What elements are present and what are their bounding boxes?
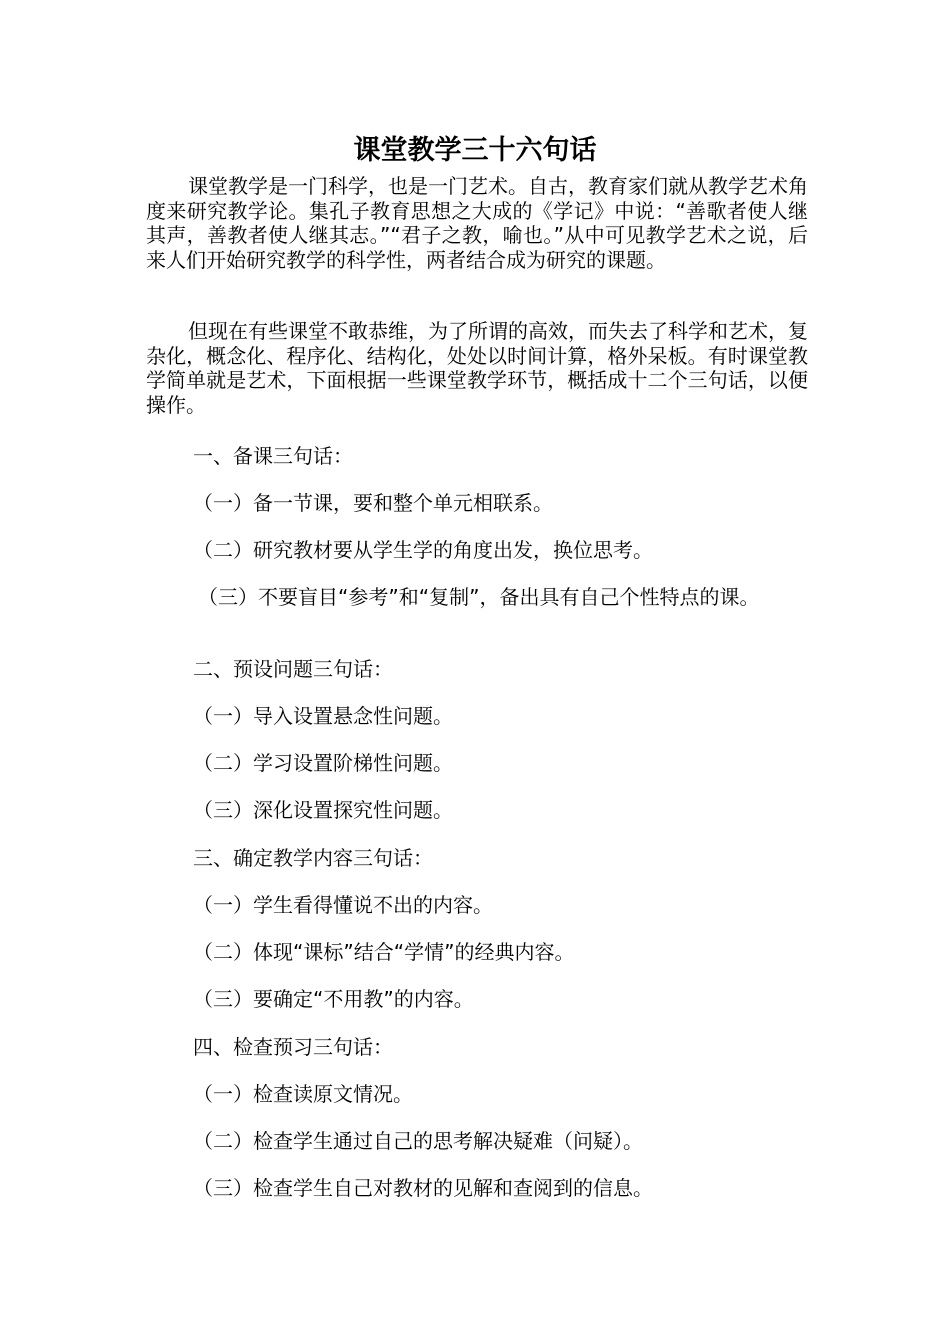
list-item: （一）检查读原文情况。 <box>193 1082 413 1106</box>
list-item: （二）检查学生通过自己的思考解决疑难（问疑）。 <box>193 1129 643 1153</box>
list-item: （三）深化设置探究性问题。 <box>193 798 453 822</box>
list-item: （二）学习设置阶梯性问题。 <box>193 751 453 775</box>
list-item: （三）要确定“不用教”的内容。 <box>193 987 474 1011</box>
list-item: （二）研究教材要从学生学的角度出发，换位思考。 <box>193 538 653 562</box>
list-item: （一）备一节课，要和整个单元相联系。 <box>193 491 553 515</box>
section-heading: 三、确定教学内容三句话： <box>193 846 433 870</box>
section-heading: 一、备课三句话： <box>193 444 353 468</box>
list-item: （一）学生看得懂说不出的内容。 <box>193 893 493 917</box>
context-paragraph: 但现在有些课堂不敢恭维，为了所谓的高效，而失去了科学和艺术，复杂化，概念化、程序化、结构化，处处以时间计算，格外呆板。有时课堂教学简单就是艺术，下面根据一些课堂教学环节，概括成十二个三句话，以便操作。 <box>146 319 808 417</box>
section-heading: 四、检查预习三句话： <box>193 1035 393 1059</box>
list-item: （一）导入设置悬念性问题。 <box>193 704 453 728</box>
list-item: （二）体现“课标”结合“学情”的经典内容。 <box>193 940 575 964</box>
section-heading: 二、预设问题三句话： <box>193 657 393 681</box>
document-title: 课堂教学三十六句话 <box>353 135 597 166</box>
list-item: （三）检查学生自己对教材的见解和查阅到的信息。 <box>193 1176 653 1200</box>
list-item: （三）不要盲目“参考”和“复制”，备出具有自己个性特点的课。 <box>198 585 760 609</box>
intro-paragraph: 课堂教学是一门科学，也是一门艺术。自古，教育家们就从教学艺术角度来研究教学论。集孔子教育思想之大成的《学记》中说：“善歌者使人继其声，善教者使人继其志。”“君子之教，喻也。”从中可见教学艺术之说，后来人们开始研究教学的科学性，两者结合成为研究的课题。 <box>146 174 808 272</box>
